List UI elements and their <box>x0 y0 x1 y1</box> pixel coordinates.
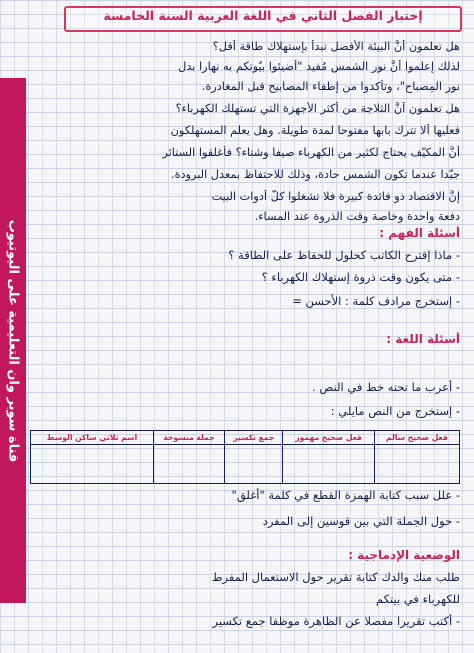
table-header: جملة منسوخة <box>153 431 224 445</box>
table-header-row <box>31 431 460 445</box>
integration-line: للكهرباء في بيتكم <box>376 592 460 606</box>
table-answer-row <box>31 445 460 484</box>
integration-line: - أكتب تقريرا مفصلا عن الظاهرة موظفا جمع تكسير <box>212 614 460 628</box>
answer-cell <box>374 445 459 484</box>
passage-line: فعليها ألا تترك بابها مفتوحا لمدة طويلة. وهل يعلم المستهلكون <box>170 124 460 137</box>
table-header: جمع تكسير <box>225 431 283 445</box>
table-header: فعل صحيح سالم <box>374 431 459 445</box>
language-question: - حول الجملة التي بين قوسين إلى المفرد <box>262 514 460 528</box>
passage-line: إنَّ الاقتصاد ذو فائدة كبيرة فلا تشغلوا كلَّ أدوات البيت <box>211 190 460 203</box>
grammar-table <box>30 430 460 484</box>
passage-line: هل تعلمون أنَّ الثلاجة من أكثر الأجهزة التي تستهلك الكهرباء؟ <box>175 102 460 115</box>
channel-watermark <box>0 78 26 603</box>
table-header: فعل صحيح مهموز <box>283 431 375 445</box>
passage-line: أنَّ المكيّف يحتاج لكثير من الكهرباء صيفا وشتاء؟ فأغلقوا الستائر <box>162 146 460 159</box>
answer-cell <box>283 445 375 484</box>
passage-line: دفعة واحدة وخاصة وقت الذروة عند المساء. <box>254 210 460 223</box>
comprehension-question: - متى يكون وقت ذروة إستهلاك الكهرباء ؟ <box>261 270 460 284</box>
language-heading: أسئلة اللغة : <box>386 332 460 346</box>
passage-line: نور المِصباح"، وتأكدوا من إطفاء المصابيح قبل المغادرة. <box>201 80 460 93</box>
passage-line: جيّدا عندما تكون الشمس حادة، وذلك للاحتفاظ بمعدل البرودة. <box>171 168 460 181</box>
comprehension-heading: أسئلة الفهم : <box>379 226 460 240</box>
language-question: - إستخرج من النص مايلي : <box>330 404 460 418</box>
integration-heading: الوضعية الإدماجية : <box>348 548 460 562</box>
table-header: اسم ثلاثي ساكن الوسط <box>31 431 154 445</box>
answer-cell <box>153 445 224 484</box>
passage-line: هل تعلمون أنَّ البيئة الأفضل تبدأ بإستهلاك طاقة أقل؟ <box>212 40 460 53</box>
passage-line: لذلك إعلموا أنَّ نور الشمس مُفيد "أضيئوا بيُوتكم به نهارا بدل <box>178 60 460 73</box>
language-question: - أعرب ما تحته خط في النص . <box>312 380 460 394</box>
comprehension-question: - ماذا إقترح الكاتب كحلول للحفاظ على الطاقة ؟ <box>228 248 460 262</box>
answer-cell <box>225 445 283 484</box>
watermark-text: قناة سوبر وان التعليمية على اليوتيوب <box>5 219 21 462</box>
page-title: إختبار الفصل الثاني في اللغة العربية السنة الخامسة <box>103 8 423 23</box>
comprehension-question: - إستخرج مرادف كلمة : الأحسن = <box>292 294 460 308</box>
answer-cell <box>31 445 154 484</box>
integration-line: طلب منك والدك كتابة تقرير حول الاستعمال المفرط <box>211 570 460 584</box>
language-question: - علل سبب كتابة الهمزة القطع في كلمة "أغلق" <box>231 488 460 502</box>
